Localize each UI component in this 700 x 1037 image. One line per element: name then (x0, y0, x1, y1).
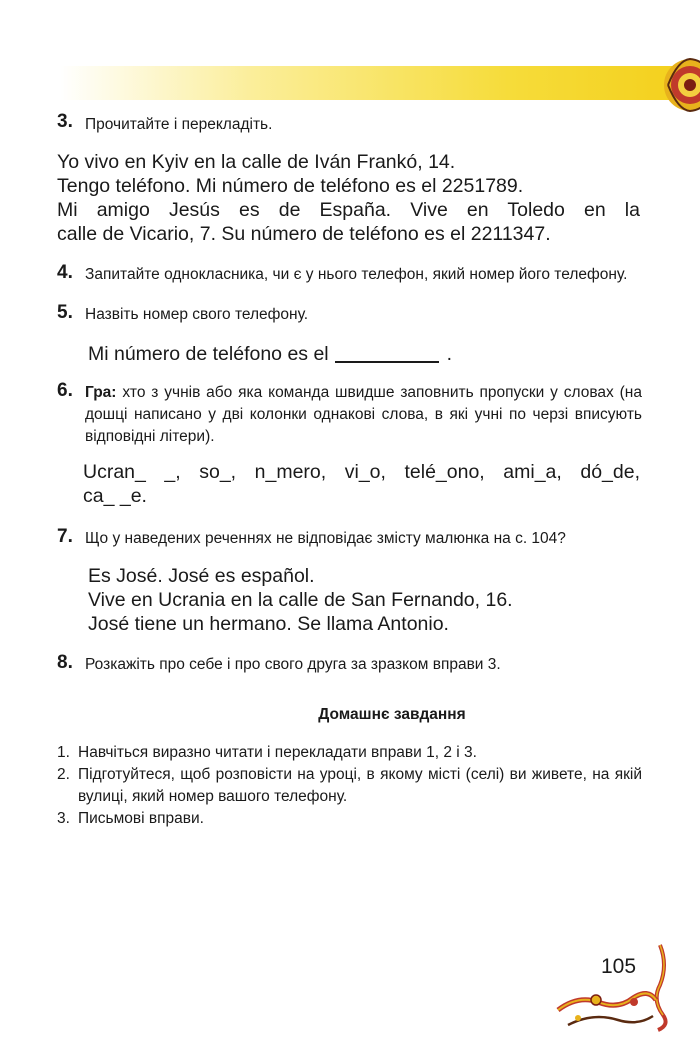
homework-item-number: 3. (57, 810, 70, 827)
spanish-line: Mi amigo Jesús es de España. Vive en Toledo en la (57, 199, 640, 221)
homework-item (57, 808, 642, 830)
homework-item-text: Навчіться виразно читати і перекладати вправи 1, 2 і 3. (78, 744, 477, 761)
task-7 (57, 528, 642, 550)
task-3 (57, 110, 642, 136)
task-instruction: Назвіть номер свого телефону. (85, 306, 309, 323)
game-description: хто з учнів або яка команда швидше заповнить пропуски у словах (на дошці написано у дві колонки однакові слова, в які учні по черзі вписують відповідні літери). (85, 384, 642, 445)
homework-item-number: 2. (57, 766, 70, 783)
task-6 (57, 382, 642, 448)
spanish-text-block (57, 150, 640, 246)
spanish-line: calle de Vicario, 7. Su número de teléfono es el 2211347. (57, 223, 551, 245)
sentence-end: . (446, 343, 453, 365)
task-number: 6. (57, 380, 73, 401)
task-number: 8. (57, 652, 73, 673)
word-gaps-block (83, 460, 640, 508)
ornament-top-icon (648, 40, 700, 130)
task-number: 7. (57, 526, 73, 547)
spanish-sentence: Es José. José es español. (88, 565, 315, 587)
task-instruction: Запитайте однокласника, чи є у нього телефон, який номер його телефону. (85, 266, 628, 283)
page-content (57, 110, 642, 830)
ornament-bottom-icon (548, 940, 688, 1035)
task-4 (57, 264, 642, 286)
homework-item (57, 764, 642, 808)
fill-in-sentence (88, 342, 642, 366)
task-instruction: Прочитайте і перекладіть. (85, 116, 273, 133)
task-5 (57, 304, 642, 326)
task-8 (57, 654, 642, 676)
spanish-line: Yo vivo en Kyiv en la calle de Iván Frankó, 14. (57, 151, 456, 173)
task-instruction: Що у наведених реченнях не відповідає змісту малюнка на с. 104? (85, 530, 566, 547)
game-label: Гра: (85, 384, 117, 401)
spanish-sentence: José tiene un hermano. Se llama Antonio. (88, 613, 449, 635)
task-number: 4. (57, 262, 73, 283)
word-gaps-line: ca_ _e. (83, 485, 147, 507)
homework-item-text: Письмові вправи. (78, 810, 204, 827)
task-number: 5. (57, 302, 73, 323)
homework-list (57, 742, 642, 830)
homework-item (57, 742, 642, 764)
homework-item-text: Підготуйтеся, щоб розповісти на уроці, в якому місті (селі) ви живете, на якій вулиці, який номер вашого телефону. (78, 766, 642, 805)
word-gaps-line: Ucran_ _, so_, n_mero, vi_o, telé_ono, ami_a, dó_de, (83, 461, 640, 483)
sentence-text: Mi número de teléfono es el (88, 343, 329, 365)
spanish-sentence: Vive en Ucrania en la calle de San Fernando, 16. (88, 589, 513, 611)
task-number: 3. (57, 111, 73, 132)
spanish-line: Tengo teléfono. Mi número de teléfono es el 2251789. (57, 175, 524, 197)
answer-blank[interactable] (335, 343, 439, 363)
task-instruction: Розкажіть про себе і про свого друга за зразком вправи 3. (85, 656, 501, 673)
header-color-band (60, 66, 700, 100)
sentences-block (88, 564, 642, 636)
homework-item-number: 1. (57, 744, 70, 761)
task-instruction (85, 382, 642, 448)
homework-title: Домашнє завдання (318, 706, 466, 723)
page-number: 105 (601, 955, 637, 978)
